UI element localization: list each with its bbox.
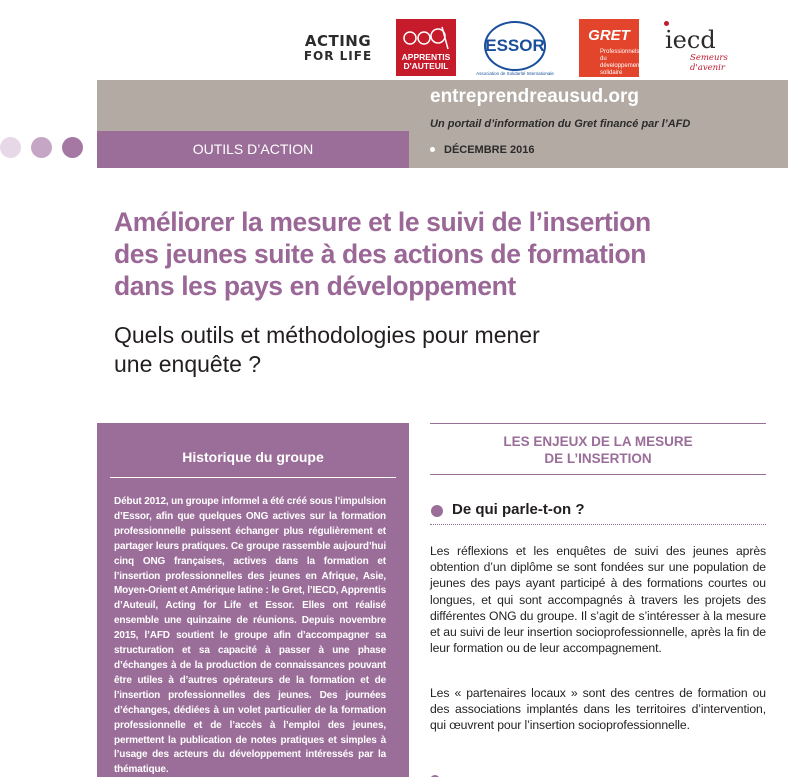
iecd-logo-word: iecd xyxy=(665,26,716,54)
question-heading: De qui parle-t-on ? xyxy=(452,501,585,518)
section-header-title xyxy=(430,433,766,467)
site-title: entreprendreausud.org xyxy=(430,86,640,107)
section-header-line-1: LES ENJEUX DE LA MESURE xyxy=(503,434,693,449)
iecd-logo-tagline: Semeurs d'avenir xyxy=(690,53,728,73)
essor-logo-word: ESSOR xyxy=(485,36,545,55)
question-divider xyxy=(430,524,766,525)
publication-date xyxy=(430,144,534,156)
body-paragraph-2: Les « partenaires locaux » sont des centres de formation ou des associations implantés dans les territoires d’intervention, qui œuvrent pour l’insertion socioprofessionnelle. xyxy=(430,686,766,733)
gret-logo xyxy=(579,19,642,77)
subtitle-line-1: Quels outils et méthodologies pour mener xyxy=(114,322,540,348)
section-label: OUTILS D’ACTION xyxy=(97,131,409,168)
acting-logo-line2: FOR LIFE xyxy=(303,49,373,63)
question-bullet-icon xyxy=(431,505,443,517)
title-line-2: des jeunes suite à des actions de formation xyxy=(114,239,647,269)
apprentis-faces-icon xyxy=(402,25,450,51)
sidebar-heading: Historique du groupe xyxy=(182,449,324,465)
document-subtitle xyxy=(114,321,714,379)
date-bullet-icon xyxy=(430,147,435,152)
title-line-3: dans les pays en développement xyxy=(114,271,516,301)
gret-logo-tagline: Professionnels du développement solidaire xyxy=(600,49,642,76)
essor-logo-tagline: Association de Solidarité Internationale xyxy=(476,71,554,76)
iecd-logo xyxy=(660,27,760,73)
sidebar-divider xyxy=(110,477,396,478)
decorative-dot-dark xyxy=(62,137,83,158)
next-heading-bullet-cutoff xyxy=(430,772,550,777)
gret-logo-word: GRET xyxy=(588,27,630,44)
document-title xyxy=(114,206,764,302)
section-header-box xyxy=(430,423,766,475)
title-line-1: Améliorer la mesure et le suivi de l’insertion xyxy=(114,207,651,237)
decorative-dot-medium xyxy=(31,137,52,158)
acting-for-life-logo xyxy=(300,33,376,63)
acting-logo-line1: ACTING xyxy=(304,32,372,50)
sidebar-body-text: Début 2012, un groupe informel a été créé sous l’impulsion d’Essor, afin que quelques ONG actives sur la formation professionnelle puissent échanger plus régulièrement et partager leurs pratiques. Ce groupe rassemble aujourd’hui cinq ONG françaises, actives dans la formation et l’insertion professionnelles des jeunes en Afrique, Asie, Moyen-Orient et Amérique latine : le Gret, l’IECD, Apprentis d’Auteuil, Acting for Life et Essor. Elles ont réalisé ensemble une quinzaine de réunions. Depuis novembre 2015, l’AFD soutient le groupe afin d’accompagner sa structuration et sa capacité à passer à une phase d’échanges à de la production de connaissances pouvant être utiles à d’autres opérateurs de la formation et de l’insertion professionnelles des jeunes. Des journées d’échanges, dédiées à un volet particulier de la formation professionnelle et de l’accès à l’emploi des jeunes, permettent la publication de notes pratiques et simples à l’usage des acteurs du développement intéressés par la thématique. xyxy=(114,496,386,776)
body-paragraph-1: Les réflexions et les enquêtes de suivi des jeunes après obtention d’un diplôme se sont fondées sur une population de jeunes des pays ayant participé à des formations courtes ou longues, et qui sont accompagnés à travers les projets des différentes ONG du groupe. Il s’agit de s’intéresser à la mesure et au suivi de leur insertion socioprofessionnelle, après la fin de leur formation ou de leur accompagnement. xyxy=(430,544,766,656)
site-subtitle: Un portail d’information du Gret financé par l’AFD xyxy=(430,118,691,130)
section-header-line-2: DE L’INSERTION xyxy=(544,451,652,466)
iecd-dot-icon xyxy=(664,21,669,26)
essor-logo xyxy=(476,21,554,77)
apprentis-logo-line2: D'AUTEUIL xyxy=(403,61,449,71)
subtitle-line-2: une enquête ? xyxy=(114,351,262,377)
apprentis-auteuil-logo xyxy=(396,19,456,76)
apprentis-logo-line1: APPRENTIS xyxy=(401,52,451,62)
date-text: DÉCEMBRE 2016 xyxy=(444,144,535,156)
decorative-dot-light xyxy=(0,137,21,158)
